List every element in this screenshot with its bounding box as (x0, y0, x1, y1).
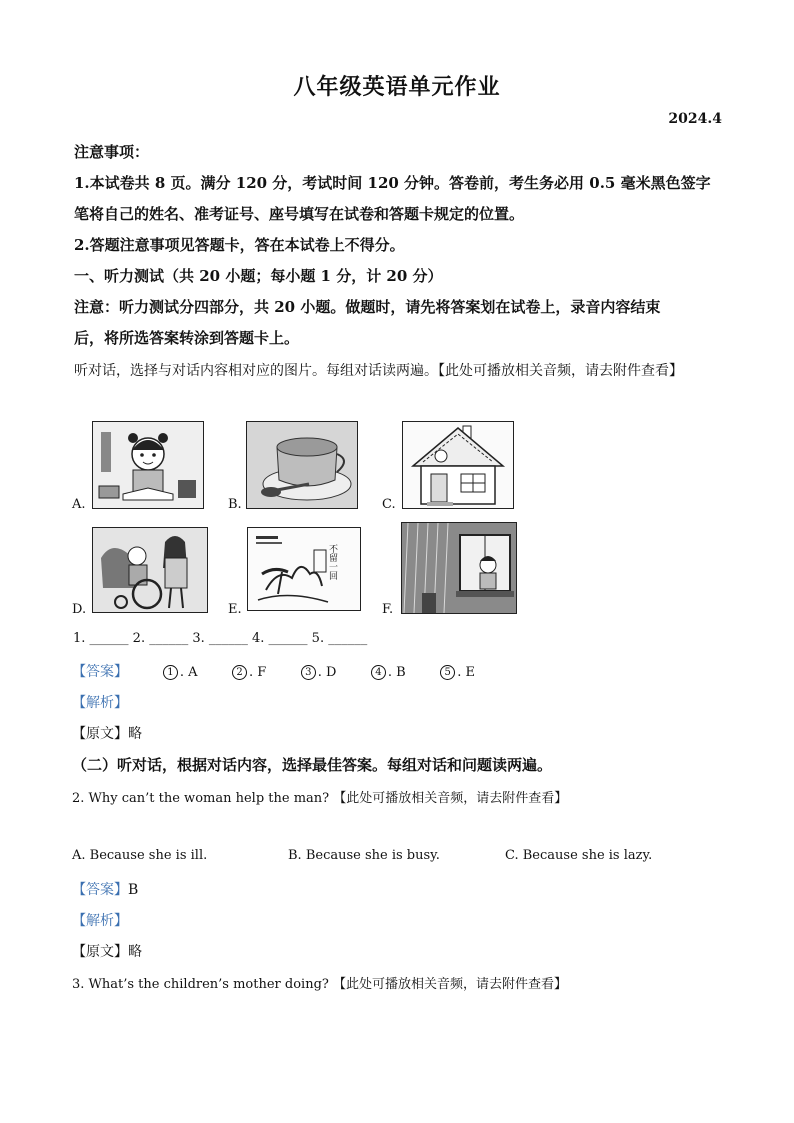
answer-value: B (128, 882, 139, 898)
picture-f-rain-window (401, 522, 517, 614)
answer-value: . F (249, 665, 267, 680)
section-1-instruction: 听对话，选择与对话内容相对应的图片。每组对话读两遍。【此处可播放相关音频，请去附件查看】 (74, 363, 683, 379)
picture-a-girl-reading (92, 421, 204, 509)
answer-value: . A (179, 665, 198, 680)
answer-item (371, 665, 406, 680)
question-3: 3. What’s the children’s mother doing? 【此处可播放相关音频，请去附件查看】 (72, 977, 568, 992)
picture-c-house (402, 421, 514, 509)
answer-label: 【答案】 (72, 664, 128, 680)
answer-number: 3 (301, 665, 316, 680)
notes-heading: 注意事项： (74, 143, 150, 161)
picture-label-f: F. (382, 602, 394, 617)
picture-label-e: E. (228, 602, 242, 617)
q2-analysis-label: 【解析】 (72, 913, 128, 929)
answer-value: . D (317, 665, 337, 680)
answer-value: . E (457, 665, 475, 680)
notes-line-1: 1.本试卷共 8 页。满分 120 分，考试时间 120 分钟。答卷前，考生务必用 0.5 毫米黑色签字 (74, 174, 711, 192)
answer-value: . B (387, 665, 406, 680)
original-text-row (72, 723, 142, 743)
q2-option-c: C. Because she is lazy. (505, 848, 653, 863)
answer-number: 2 (232, 665, 247, 680)
poster-text: 不留一回 (327, 544, 337, 580)
picture-e-poster (247, 527, 361, 611)
q2-answer-row (72, 879, 138, 899)
section-1-note-1: 注意：听力测试分四部分，共 20 小题。做题时，请先将答案划在试卷上，录音内容结束 (74, 298, 661, 316)
q2-original-row (72, 941, 142, 961)
section-1-heading: 一、听力测试（共 20 小题；每小题 1 分，计 20 分） (74, 267, 443, 285)
answer-item (440, 665, 475, 680)
picture-b-tea-cup (246, 421, 358, 509)
answer-row (72, 661, 505, 681)
answer-number: 4 (371, 665, 386, 680)
q2-option-b: B. Because she is busy. (288, 848, 440, 863)
picture-label-a: A. (72, 497, 86, 512)
exam-date: 2024.4 (668, 111, 722, 127)
picture-label-d: D. (72, 602, 87, 617)
section-1-note-2: 后，将所选答案转涂到答题卡上。 (74, 329, 300, 347)
page-title: 八年级英语单元作业 (293, 74, 501, 100)
notes-line-3: 2.答题注意事项见答题卡，答在本试卷上不得分。 (74, 236, 405, 254)
question-2: 2. Why can’t the woman help the man? 【此处可播放相关音频，请去附件查看】 (72, 791, 568, 806)
original-label: 【原文】 (72, 944, 128, 960)
original-value: 略 (128, 726, 142, 742)
original-value: 略 (128, 944, 142, 960)
notes-line-2: 笔将自己的姓名、准考证号、座号填写在试卷和答题卡规定的位置。 (74, 205, 525, 223)
original-label: 【原文】 (72, 726, 128, 742)
section-2-heading: （二）听对话，根据对话内容，选择最佳答案。每组对话和问题读两遍。 (72, 756, 553, 774)
answer-item (163, 665, 198, 680)
answer-number: 5 (440, 665, 455, 680)
answer-blanks: 1. ______ 2. ______ 3. ______ 4. ______ 5. ______ (73, 631, 368, 646)
answer-label: 【答案】 (72, 882, 128, 898)
picture-label-b: B. (228, 497, 242, 512)
answer-item (232, 665, 266, 680)
picture-label-c: C. (382, 497, 396, 512)
picture-d-wheelchair (92, 527, 208, 613)
q2-option-a: A. Because she is ill. (72, 848, 208, 863)
answer-number: 1 (163, 665, 178, 680)
analysis-label: 【解析】 (72, 695, 128, 711)
answer-item (301, 665, 337, 680)
